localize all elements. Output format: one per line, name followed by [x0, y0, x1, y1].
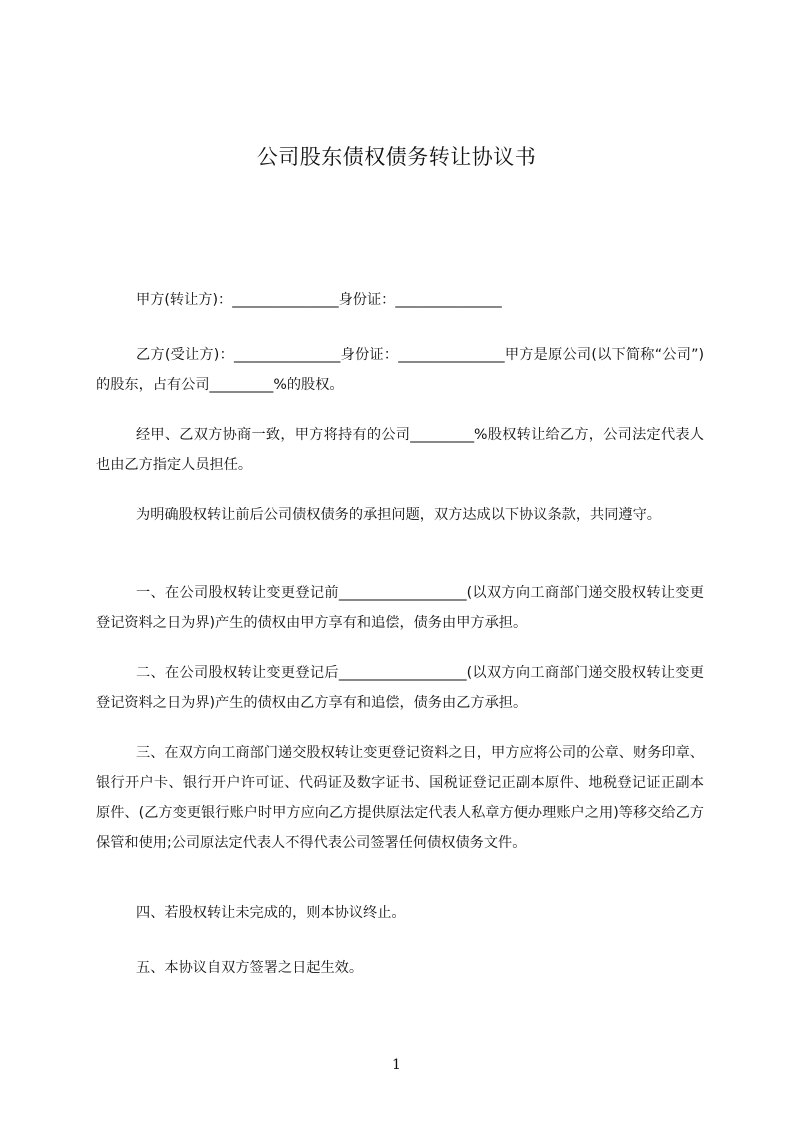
- paragraph-purpose: 为明确股权转让前后公司债权债务的承担问题，双方达成以下协议条款，共同遵守。: [136, 507, 661, 523]
- paragraph-agreement: 经甲、乙双方协商一致，甲方将持有的公司_________%股权转让给乙方，公司法定代表人也由乙方指定人员担任。: [96, 427, 704, 473]
- clause-4: 四、若股权转让未完成的，则本协议终止。: [136, 905, 406, 921]
- clause-2: 二、在公司股权转让变更登记后__________________(以双方向工商部门递交股权转让变更登记资料之日为界)产生的债权由乙方享有和追偿，债务由乙方承担。: [96, 665, 704, 711]
- page-number: 1: [392, 1057, 401, 1073]
- paragraph-party-a: 甲方(转让方)：_______________身份证：_______________: [136, 292, 502, 308]
- clause-5: 五、本协议自双方签署之日起生效。: [136, 960, 364, 976]
- paragraph-party-b: 乙方(受让方)：_______________身份证：_______________甲方是原公司(以下简称“公司”)的股东，占有公司_________%的股权。: [96, 347, 704, 393]
- clause-3: 三、在双方向工商部门递交股权转让变更登记资料之日，甲方应将公司的公章、财务印章、银行开户卡、银行开户许可证、代码证及数字证书、国税证登记正副本原件、地税登记证正副本原件、(乙方变更银行账户时甲方应向乙方提供原法定代表人私章方便办理账户之用)等移交给乙方保管和使用;公司原法定代表人不得代表公司签署任何债权债务文件。: [96, 745, 704, 851]
- document-title: 公司股东债权债务转让协议书: [256, 145, 537, 169]
- clause-1: 一、在公司股权转让变更登记前__________________(以双方向工商部门递交股权转让变更登记资料之日为界)产生的债权由甲方享有和追偿，债务由甲方承担。: [96, 585, 704, 631]
